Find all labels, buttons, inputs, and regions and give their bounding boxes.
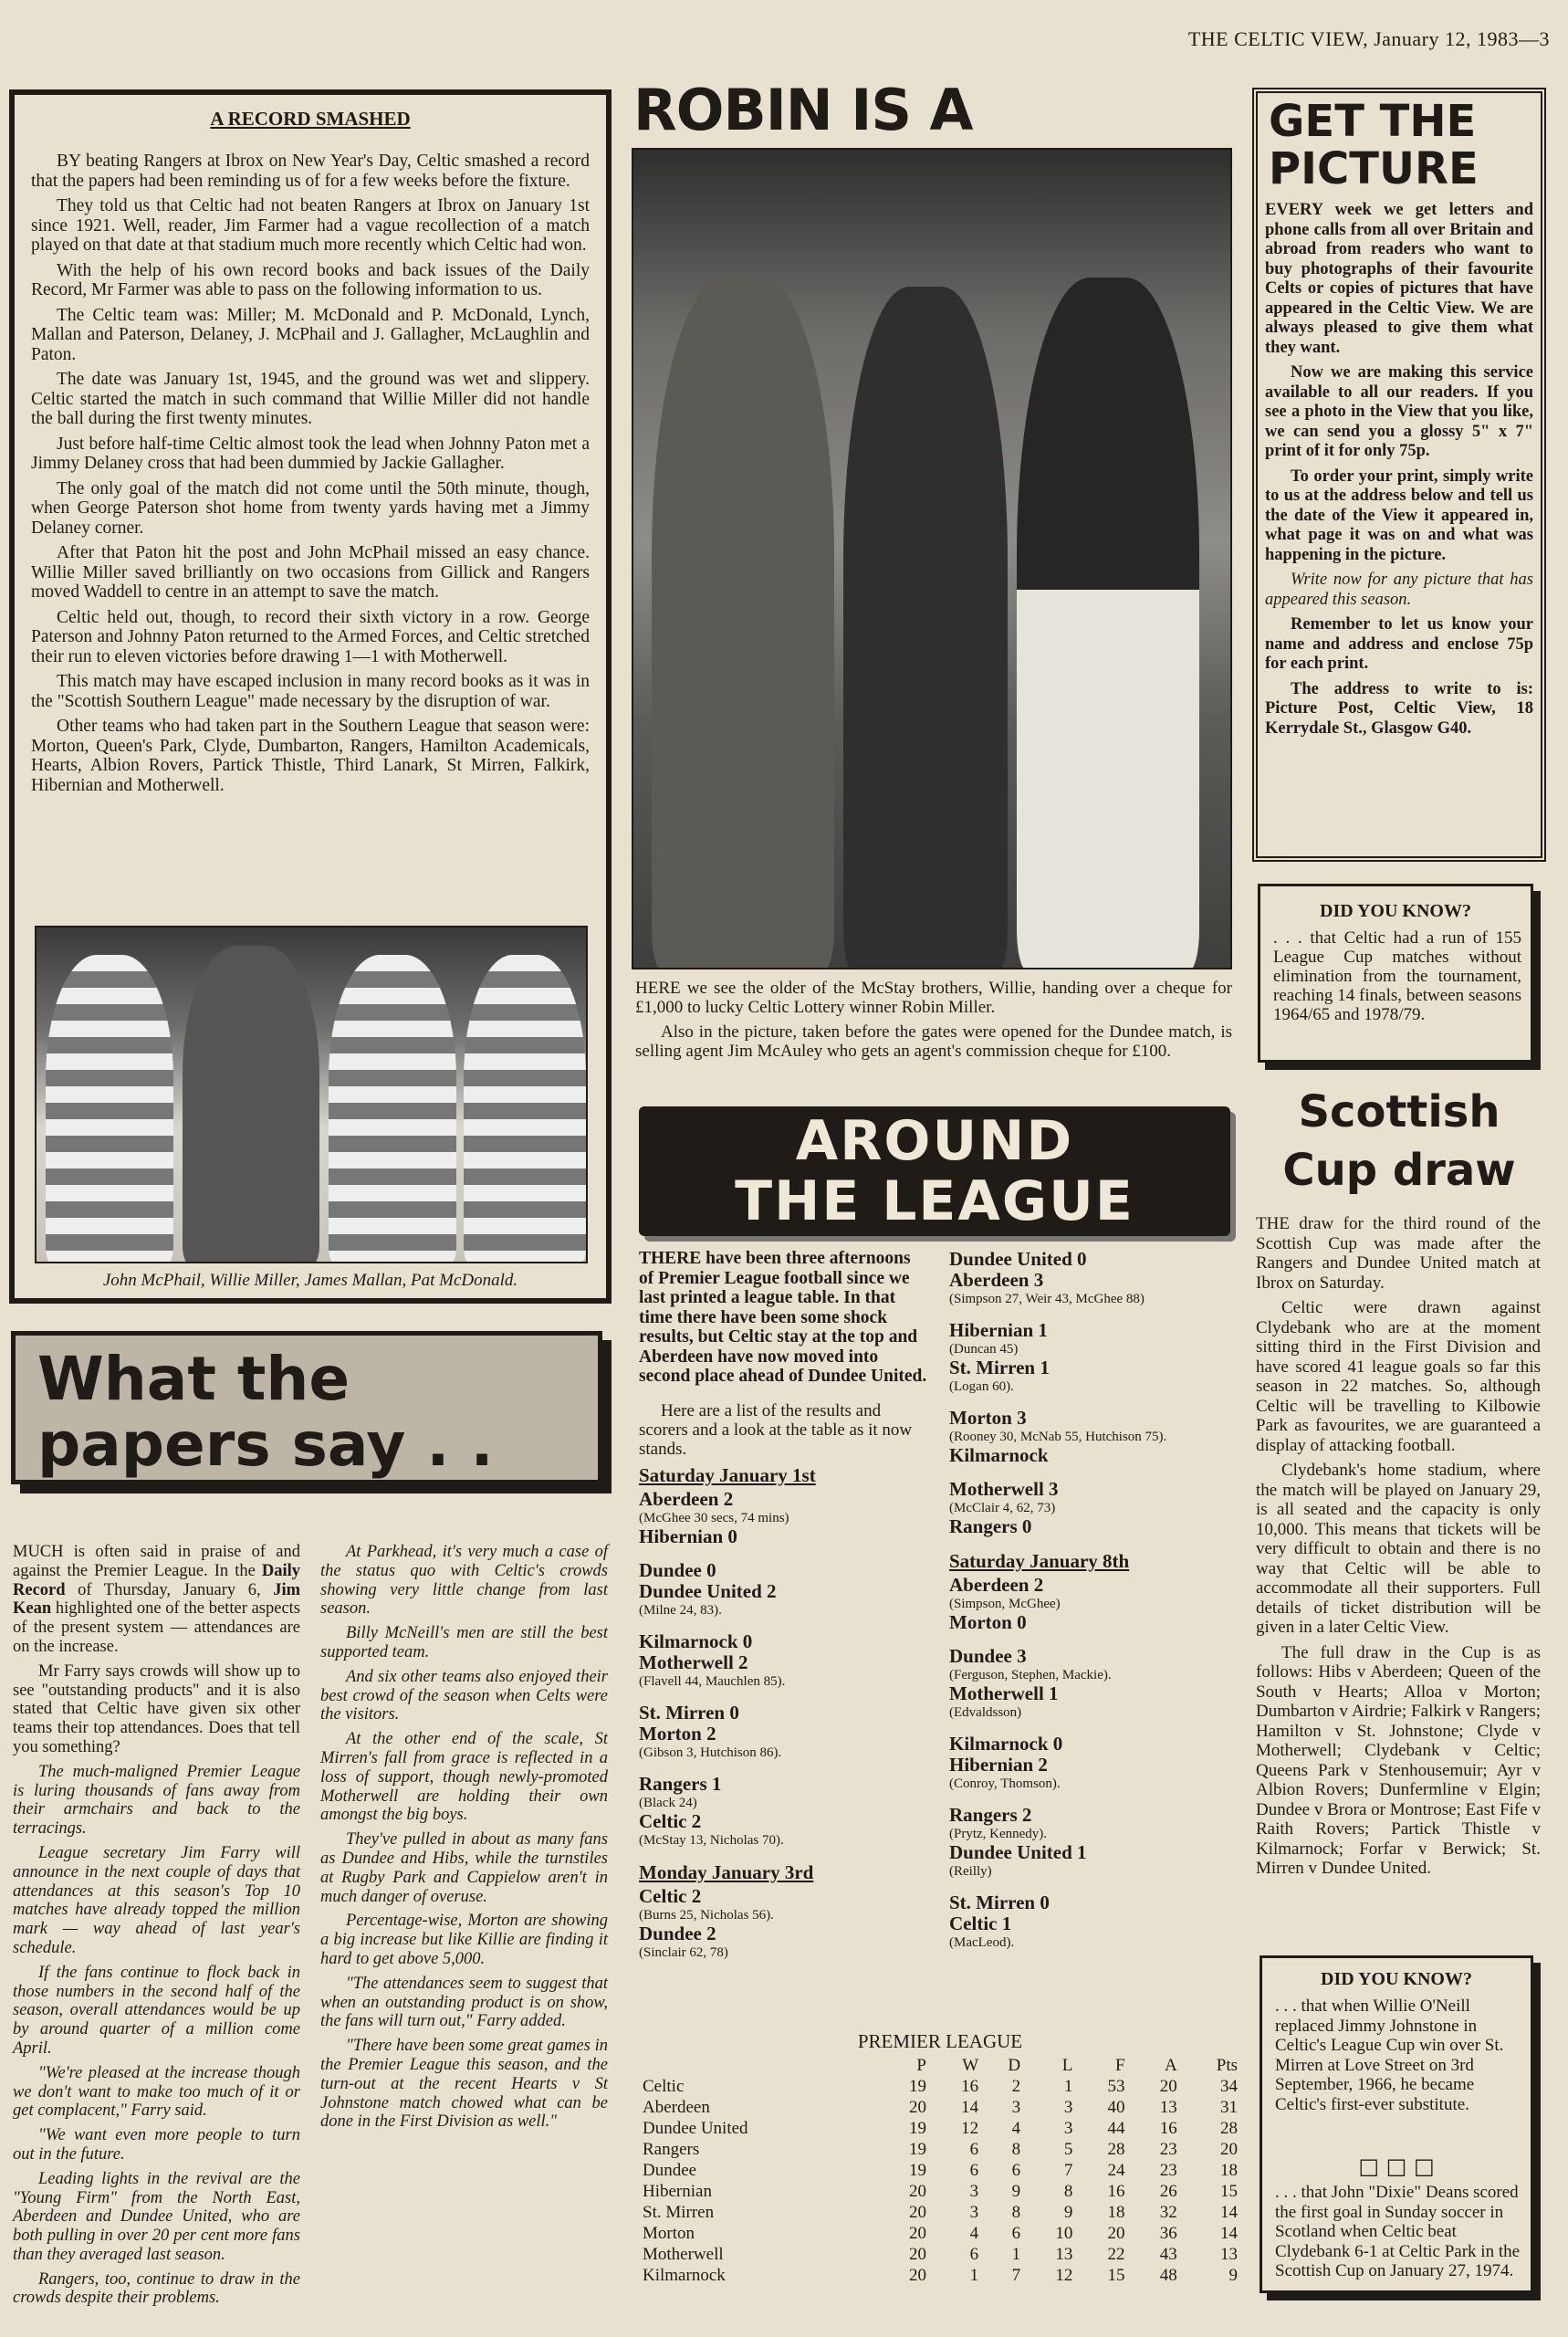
away-team-score: Hibernian 2 bbox=[949, 1754, 1048, 1776]
papers-quote: At Parkhead, it's very much a case of the status quo with Celtic's crowds showing very little change from last season. bbox=[320, 1543, 608, 1619]
match-result bbox=[949, 1408, 1238, 1466]
stat-cell: 16 bbox=[961, 2077, 979, 2096]
stat-cell: 16 bbox=[1107, 2182, 1125, 2201]
results-day-heading: Saturday January 8th bbox=[949, 1550, 1130, 1572]
record-article bbox=[9, 89, 612, 1304]
stat-cell: 20 bbox=[908, 2245, 926, 2264]
table-header-cell: A bbox=[1164, 2056, 1177, 2075]
picture-paragraph: EVERY week we get letters and phone calls from all over Britain and abroad from readers who want to buy photographs of their favourite Celts or copies of pictures that have appeared in the Celtic View. We are always pleased to give them what they want. bbox=[1265, 201, 1533, 357]
dyk2-text-1: . . . that when Willie O'Neill replaced Jimmy Johnstone in Celtic's League Cup win over St. Mirren at Love Street on 3rd September, 1966, he became Celtic's first-ever substitute. bbox=[1275, 1996, 1504, 2114]
papers-quote: League secretary Jim Farry will announce in the next couple of days that attendances at this season's Top 10 matches have already topped the million mark — way ahead of last year's schedule. bbox=[13, 1843, 300, 1957]
home-team-score: Hibernian 1 bbox=[949, 1319, 1048, 1341]
cup-headline-1: Scottish bbox=[1298, 1086, 1500, 1137]
stat-cell: 4 bbox=[969, 2224, 979, 2243]
papers-quote: "We're pleased at the increase though we don't want to make too much of it or get complacent," Farry said. bbox=[13, 2063, 300, 2121]
picture-paragraph: Now we are making this service available to all our readers. If you see a photo in the View that you like, we can send you a glossy 5" x 7" print of it for only 75p. bbox=[1265, 363, 1533, 460]
papers-quote: If the fans continue to flock back in those numbers in the second half of the season, overall attendances would be up by around quarter of a million come April. bbox=[13, 1963, 300, 2058]
home-team-score: Aberdeen 2 bbox=[949, 1574, 1044, 1596]
away-team-score: Morton 2 bbox=[639, 1722, 716, 1745]
papers-intro-kean: Jim Kean bbox=[13, 1580, 300, 1619]
table-header-cell: F bbox=[1114, 2056, 1125, 2075]
team-name-cell: St. Mirren bbox=[643, 2203, 715, 2222]
home-team-score: Dundee 0 bbox=[639, 1558, 716, 1581]
home-scorers: (Simpson, McGhee) bbox=[949, 1597, 1061, 1611]
league-col-2 bbox=[949, 1249, 1238, 1964]
away-scorers: (Flavell 44, Mauchlen 85). bbox=[639, 1673, 786, 1689]
stat-cell: 6 bbox=[969, 2245, 979, 2264]
record-paragraph: This match may have escaped inclusion in many record books as it was in the "Scottish Southern League" made necessary by the disruption of war. bbox=[31, 672, 590, 711]
players-photo bbox=[35, 926, 588, 1263]
home-team-score: Dundee United 0 bbox=[949, 1248, 1087, 1270]
papers-quote: "There have been some great games in the Premier League this season, and the turn-out at the recent Hearts v St Johnstone match chowed what can be done in the First Division as well." bbox=[320, 2037, 608, 2132]
stat-cell: 36 bbox=[1159, 2224, 1177, 2243]
picture-headline-1: GET THE bbox=[1269, 96, 1477, 147]
stat-cell: 20 bbox=[1107, 2224, 1125, 2243]
stat-cell: 32 bbox=[1159, 2203, 1177, 2222]
stat-cell: 28 bbox=[1220, 2119, 1238, 2138]
table-row bbox=[639, 2160, 1241, 2181]
robin-headline: ROBIN IS A bbox=[633, 77, 973, 143]
match-result bbox=[949, 1734, 1238, 1792]
papers-quote: They've pulled in about as many fans as Dundee and Hibs, while the turnstiles at Rugby Park and Cappielow aren't in much danger of overuse. bbox=[320, 1830, 608, 1906]
home-scorers: (Rooney 30, McNab 55, Hutchison 75). bbox=[949, 1430, 1167, 1444]
record-heading: A RECORD SMASHED bbox=[210, 108, 411, 130]
papers-intro-daily: Daily Record bbox=[13, 1561, 300, 1599]
league-banner bbox=[639, 1106, 1230, 1236]
team-name-cell: Dundee bbox=[643, 2161, 697, 2180]
table-row bbox=[639, 2265, 1241, 2286]
stat-cell: 19 bbox=[908, 2140, 926, 2159]
person-figure bbox=[843, 287, 1008, 969]
record-paragraph: Other teams who had taken part in the Southern League that season were: Morton, Queen's Park, Clyde, Dumbarton, Rangers, Hamilton Academicals, Hearts, Albion Rovers, Partick Thistle, Third Lanark, St Mirren, Falkirk, Hibernian and Motherwell. bbox=[31, 717, 590, 795]
match-result bbox=[639, 1703, 927, 1761]
away-team-score: Motherwell 2 bbox=[639, 1651, 748, 1673]
league-intro: Here are a list of the results and scorers and a look at the table as it now stands. bbox=[639, 1400, 913, 1459]
league-col-1 bbox=[639, 1249, 927, 1974]
stat-cell: 43 bbox=[1159, 2245, 1177, 2264]
stat-cell: 13 bbox=[1055, 2245, 1073, 2264]
papers-quote: Leading lights in the revival are the "Young Firm" from the North East, Aberdeen and Dundee United, who are both pulling in over 20 per cent more fans than they averaged last season. bbox=[13, 2169, 300, 2264]
stat-cell: 9 bbox=[1011, 2182, 1021, 2201]
results-day-heading: Monday January 3rd bbox=[639, 1860, 814, 1883]
stat-cell: 19 bbox=[908, 2119, 926, 2138]
robin-article bbox=[626, 77, 1236, 1094]
stat-cell: 20 bbox=[1220, 2140, 1238, 2159]
stat-cell: 1 bbox=[1011, 2245, 1021, 2264]
table-header-cell: L bbox=[1061, 2056, 1073, 2075]
home-scorers: (Duncan 45) bbox=[949, 1342, 1019, 1357]
home-team-score: Kilmarnock 0 bbox=[639, 1630, 753, 1652]
stat-cell: 26 bbox=[1159, 2182, 1177, 2201]
away-team-score: Dundee United 2 bbox=[639, 1579, 777, 1602]
picture-box bbox=[1252, 88, 1546, 862]
stat-cell: 6 bbox=[969, 2140, 979, 2159]
cup-headline-2: Cup draw bbox=[1282, 1145, 1516, 1196]
papers-quotes bbox=[13, 1543, 608, 2310]
stat-cell: 3 bbox=[969, 2182, 979, 2201]
table-row bbox=[639, 2139, 1241, 2160]
team-name-cell: Kilmarnock bbox=[643, 2266, 726, 2285]
stat-cell: 9 bbox=[1228, 2266, 1238, 2285]
stat-cell: 6 bbox=[969, 2161, 979, 2180]
stat-cell: 19 bbox=[908, 2161, 926, 2180]
papers-headline-2: papers say . . bbox=[37, 1410, 494, 1480]
record-paragraph: The date was January 1st, 1945, and the ground was wet and slippery. Celtic started the match in such command that Willie Miller did not handle the ball during the first twenty minutes. bbox=[31, 370, 590, 428]
league-table bbox=[639, 2055, 1241, 2286]
papers-quote: Percentage-wise, Morton are showing a big increase but like Killie are finding it hard to get above 5,000. bbox=[320, 1912, 608, 1968]
stat-cell: 7 bbox=[1011, 2266, 1021, 2285]
table-row bbox=[639, 2244, 1241, 2265]
stat-cell: 9 bbox=[1063, 2203, 1073, 2222]
team-name-cell: Motherwell bbox=[643, 2245, 724, 2264]
results-column-2 bbox=[949, 1249, 1238, 1951]
picture-paragraph: The address to write to is: Picture Post, Celtic View, 18 Kerrydale St., Glasgow G40. bbox=[1265, 679, 1533, 738]
stat-cell: 15 bbox=[1107, 2266, 1125, 2285]
league-headline-1: AROUND bbox=[795, 1109, 1074, 1173]
team-name-cell: Dundee United bbox=[643, 2119, 748, 2138]
did-you-know-1 bbox=[1258, 884, 1533, 1063]
stat-cell: 3 bbox=[1063, 2098, 1073, 2117]
home-team-score: Motherwell 3 bbox=[949, 1478, 1059, 1500]
home-team-score: Aberdeen 2 bbox=[639, 1487, 734, 1510]
team-name-cell: Hibernian bbox=[643, 2182, 712, 2201]
team-name-cell: Rangers bbox=[643, 2140, 700, 2159]
away-team-score: Celtic 2 bbox=[639, 1809, 702, 1832]
home-scorers: (Ferguson, Stephen, Mackie). bbox=[949, 1668, 1112, 1682]
stat-cell: 12 bbox=[961, 2119, 979, 2138]
player-figure bbox=[464, 955, 586, 1263]
papers-quote: "The attendances seem to suggest that when an outstanding product is on show, the fans will turn out," Farry added. bbox=[320, 1974, 608, 2031]
picture-paragraph: Write now for any picture that has appeared this season. bbox=[1265, 571, 1533, 609]
match-result bbox=[639, 1631, 927, 1690]
table-header-cell: W bbox=[962, 2056, 979, 2075]
dyk2-heading: DID YOU KNOW? bbox=[1321, 1969, 1472, 1989]
stat-cell: 44 bbox=[1107, 2119, 1125, 2138]
running-head: THE CELTIC VIEW, January 12, 1983—3 bbox=[1187, 27, 1550, 50]
papers-intro-post: highlighted one of the better aspects of the present system — attendances are on the increase. bbox=[13, 1599, 300, 1656]
away-team-score: Motherwell 1 bbox=[949, 1682, 1059, 1704]
home-scorers: (McGhee 30 secs, 74 mins) bbox=[639, 1510, 789, 1525]
team-name-cell: Celtic bbox=[643, 2077, 685, 2096]
player-figure bbox=[329, 955, 456, 1263]
picture-body bbox=[1265, 201, 1533, 744]
record-body bbox=[31, 152, 590, 801]
cup-paragraph: Clydebank's home stadium, where the match will be played on January 29, is all seated and the capacity is only 10,000. This means that tickets will be very difficult to obtain and there is no way that Celtic will be able to accommodate all their supporters. Full details of ticket distribution will be given in a later Celtic View. bbox=[1256, 1461, 1541, 1637]
away-team-score: Aberdeen 3 bbox=[949, 1269, 1044, 1291]
home-scorers: (McClair 4, 62, 73) bbox=[949, 1501, 1056, 1515]
match-result bbox=[949, 1249, 1238, 1307]
record-paragraph: After that Paton hit the post and John McPhail missed an easy chance. Willie Miller saved brilliantly on two occasions from Gillick and Rangers moved Waddell to centre in an attempt to save the match. bbox=[31, 543, 590, 602]
papers-quote: "We want even more people to turn out in the future. bbox=[13, 2126, 300, 2164]
home-team-score: Kilmarnock 0 bbox=[949, 1733, 1063, 1755]
league-intro-bold: THERE have been three afternoons of Premier League football since we last printed a league table. In that time there have been some shock results, but Celtic stay at the top and Aberdeen have now moved into second place ahead of Dundee United. bbox=[639, 1249, 927, 1386]
home-team-score: St. Mirren 0 bbox=[949, 1892, 1050, 1913]
match-result bbox=[949, 1646, 1238, 1721]
robin-caption-2: Also in the picture, taken before the gates were opened for the Dundee match, is selling agent Jim McAuley who gets an agent's commission cheque for £100. bbox=[635, 1022, 1232, 1061]
stat-cell: 19 bbox=[908, 2077, 926, 2096]
papers-quote: And six other teams also enjoyed their best crowd of the season when Celts were the visitors. bbox=[320, 1667, 608, 1724]
stat-cell: 8 bbox=[1063, 2182, 1073, 2201]
table-header-cell: P bbox=[916, 2056, 926, 2075]
stat-cell: 8 bbox=[1011, 2140, 1021, 2159]
stat-cell: 7 bbox=[1063, 2161, 1073, 2180]
stat-cell: 3 bbox=[1063, 2119, 1073, 2138]
stat-cell: 40 bbox=[1107, 2098, 1125, 2117]
picture-paragraph: To order your print, simply write to us at the address below and tell us the date of the View it appeared in, what page it was on and what was happening in the picture. bbox=[1265, 466, 1533, 564]
away-team-score: Rangers 0 bbox=[949, 1515, 1032, 1537]
papers-headline-1: What the bbox=[37, 1344, 350, 1414]
person-figure bbox=[1017, 278, 1199, 969]
papers-quote: At the other end of the scale, St Mirren's fall from grace is reflected in a loss of support, though newly-promoted Motherwell are holding their own amongst the big boys. bbox=[320, 1730, 608, 1825]
league-headline-2: THE LEAGUE bbox=[735, 1169, 1134, 1233]
stat-cell: 48 bbox=[1159, 2266, 1177, 2285]
stat-cell: 12 bbox=[1055, 2266, 1073, 2285]
table-row bbox=[639, 2223, 1241, 2244]
away-scorers: (Sinclair 62, 78) bbox=[639, 1944, 728, 1960]
stat-cell: 14 bbox=[1220, 2203, 1238, 2222]
away-team-score: St. Mirren 1 bbox=[949, 1357, 1050, 1378]
away-team-score: Dundee 2 bbox=[639, 1922, 716, 1944]
stat-cell: 24 bbox=[1107, 2161, 1125, 2180]
robin-caption-1: HERE we see the older of the McStay brothers, Willie, handing over a cheque for £1,000 to lucky Celtic Lottery winner Robin Miller. bbox=[635, 979, 1232, 1017]
stat-cell: 8 bbox=[1011, 2203, 1021, 2222]
away-team-score: Celtic 1 bbox=[949, 1913, 1012, 1934]
stat-cell: 14 bbox=[1220, 2224, 1238, 2243]
picture-paragraph: Remember to let us know your name and address and enclose 75p for each print. bbox=[1265, 615, 1533, 673]
did-you-know-2 bbox=[1260, 1955, 1533, 2293]
stat-cell: 6 bbox=[1011, 2161, 1021, 2180]
papers-quote: Rangers, too, continue to draw in the crowds despite their problems. bbox=[13, 2269, 300, 2308]
team-name-cell: Aberdeen bbox=[643, 2098, 710, 2117]
home-team-score: Celtic 2 bbox=[639, 1884, 702, 1907]
table-header-cell: D bbox=[1008, 2056, 1021, 2075]
record-paragraph: They told us that Celtic had not beaten Rangers at Ibrox on January 1st since 1921. Well, reader, Jim Farmer had a vague recollection of a match played on that date at that stadium much more recently which Celtic had won. bbox=[31, 196, 590, 255]
stat-cell: 18 bbox=[1220, 2161, 1238, 2180]
papers-quote: Billy McNeill's men are still the best supported team. bbox=[320, 1624, 608, 1661]
table-row bbox=[639, 2076, 1241, 2097]
robin-caption bbox=[635, 979, 1232, 1066]
away-scorers: (Conroy, Thomson). bbox=[949, 1776, 1061, 1791]
away-scorers: (Milne 24, 83). bbox=[639, 1602, 722, 1618]
cup-paragraph: The full draw in the Cup is as follows: Hibs v Aberdeen; Queen of the South v Hearts; Alloa v Morton; Dumbarton v Airdrie; Falkirk v Rangers; Hamilton v St. Johnstone; Clyde v Motherwell; Clydebank v Celtic; Queens Park v Stenhousemuir; Ayr v Albion Rovers; Dunfermline v Elgin; Dundee v Brora or Montrose; East Fife v Raith Rovers; Partick Thistle v Kilmarnock; Forfar v Berwick; St. Mirren v Dundee United. bbox=[1256, 1642, 1541, 1878]
away-scorers: (Simpson 27, Weir 43, McGhee 88) bbox=[949, 1292, 1145, 1306]
stat-cell: 2 bbox=[1011, 2077, 1021, 2096]
papers-banner bbox=[11, 1331, 602, 1484]
picture-headline-2: PICTURE bbox=[1269, 143, 1479, 194]
stat-cell: 5 bbox=[1063, 2140, 1073, 2159]
match-result bbox=[639, 1886, 927, 1961]
player-figure bbox=[183, 946, 319, 1263]
player-figure bbox=[46, 955, 173, 1263]
stat-cell: 22 bbox=[1107, 2245, 1125, 2264]
match-result bbox=[949, 1479, 1238, 1537]
cup-paragraph: Celtic were drawn against Clydebank who are at the moment sitting third in the First Division and have scored 41 league goals so far this season in 22 matches. So, although Celtic will be travelling to Kilbowie Park as favourites, we are guaranteed a display of attacking football. bbox=[1256, 1298, 1541, 1455]
table-row bbox=[639, 2097, 1241, 2118]
stat-cell: 20 bbox=[908, 2203, 926, 2222]
home-team-score: St. Mirren 0 bbox=[639, 1701, 739, 1724]
home-scorers: (Burns 25, Nicholas 56). bbox=[639, 1907, 774, 1923]
stat-cell: 34 bbox=[1220, 2077, 1238, 2096]
stat-cell: 10 bbox=[1055, 2224, 1073, 2243]
results-column-1 bbox=[639, 1464, 927, 1961]
record-paragraph: BY beating Rangers at Ibrox on New Year's Day, Celtic smashed a record that the papers had been reminding us of for a few weeks before the fixture. bbox=[31, 152, 590, 191]
away-scorers: (Edvaldsson) bbox=[949, 1705, 1022, 1720]
table-header-cell bbox=[639, 2055, 878, 2076]
papers-quote: The much-maligned Premier League is luring thousands of fans away from their armchairs and back to the terracings. bbox=[13, 1762, 300, 1839]
stat-cell: 18 bbox=[1107, 2203, 1125, 2222]
match-result bbox=[949, 1805, 1238, 1880]
stat-cell: 53 bbox=[1107, 2077, 1125, 2096]
players-caption: John McPhail, Willie Miller, James Mallan, Pat McDonald. bbox=[102, 1271, 518, 1290]
home-team-score: Rangers 1 bbox=[639, 1772, 722, 1795]
dyk2-text-2: . . . that John "Dixie" Deans scored the first goal in Sunday soccer in Scotland when Celtic beat Clydebank 6-1 at Celtic Park in the Scottish Cup on January 27, 1974. bbox=[1275, 2183, 1521, 2280]
stat-cell: 23 bbox=[1159, 2161, 1177, 2180]
cup-body bbox=[1256, 1214, 1541, 1884]
dyk1-text: . . . that Celtic had a run of 155 League Cup matches without elimination from the tournament, reaching 14 finals, between seasons 1964/65 and 1978/79. bbox=[1273, 928, 1521, 1024]
league-table-block bbox=[639, 2030, 1241, 2286]
away-team-score: Kilmarnock bbox=[949, 1444, 1049, 1466]
team-name-cell: Morton bbox=[643, 2224, 695, 2243]
table-row bbox=[639, 2202, 1241, 2223]
stat-cell: 20 bbox=[908, 2098, 926, 2117]
papers-body bbox=[13, 1543, 608, 2310]
stat-cell: 20 bbox=[908, 2224, 926, 2243]
stat-cell: 4 bbox=[1011, 2119, 1021, 2138]
stat-cell: 16 bbox=[1159, 2119, 1177, 2138]
stat-cell: 13 bbox=[1159, 2098, 1177, 2117]
match-result bbox=[639, 1560, 927, 1619]
stat-cell: 20 bbox=[1159, 2077, 1177, 2096]
home-team-score: Rangers 2 bbox=[949, 1804, 1032, 1826]
match-result bbox=[949, 1320, 1238, 1395]
record-paragraph: The Celtic team was: Miller; M. McDonald and P. McDonald, Lynch, Mallan and Paterson, Delaney, J. McPhail and J. Gallagher, McLaughlin and Paton. bbox=[31, 305, 590, 364]
away-scorers: (Reilly) bbox=[949, 1864, 992, 1879]
match-result bbox=[949, 1892, 1238, 1951]
league-table-title: PREMIER LEAGUE bbox=[857, 2030, 1023, 2052]
record-paragraph: The only goal of the match did not come until the 50th minute, though, when George Paterson shot home from twenty yards having met a Jimmy Delaney corner. bbox=[31, 478, 590, 538]
stat-cell: 1 bbox=[969, 2266, 979, 2285]
away-team-score: Dundee United 1 bbox=[949, 1841, 1087, 1863]
table-row bbox=[639, 2118, 1241, 2139]
match-result bbox=[949, 1575, 1238, 1633]
dyk2-squares: □ □ □ bbox=[1358, 2154, 1435, 2179]
papers-intro bbox=[13, 1543, 300, 1657]
papers-intro-pre: MUCH is often said in praise of and against the Premier League. In the bbox=[13, 1543, 300, 1580]
person-figure bbox=[652, 278, 834, 969]
papers-paragraph: Mr Farry says crowds will show up to see "outstanding products" and it is also stated that Celtic have given six other teams their top attendances. Does that tell you something? bbox=[13, 1661, 300, 1756]
home-scorers: (Black 24) bbox=[639, 1795, 697, 1810]
stat-cell: 28 bbox=[1107, 2140, 1125, 2159]
lottery-photo bbox=[632, 148, 1232, 969]
away-team-score: Hibernian 0 bbox=[639, 1525, 737, 1547]
away-team-score: Morton 0 bbox=[949, 1611, 1027, 1633]
stat-cell: 31 bbox=[1220, 2098, 1238, 2117]
stat-cell: 23 bbox=[1159, 2140, 1177, 2159]
cup-paragraph: THE draw for the third round of the Scottish Cup was made after the Rangers and Dundee United match at Ibrox on Saturday. bbox=[1256, 1214, 1541, 1293]
home-team-score: Morton 3 bbox=[949, 1407, 1027, 1429]
match-result bbox=[639, 1489, 927, 1547]
results-day-heading: Saturday January 1st bbox=[639, 1463, 816, 1486]
table-row bbox=[639, 2181, 1241, 2202]
record-paragraph: Celtic held out, though, to record their sixth victory in a row. George Paterson and Johnny Paton returned to the Armed Forces, and Celtic stretched their run to eleven victories before drawing 1—1 with Motherwell. bbox=[31, 607, 590, 666]
stat-cell: 20 bbox=[908, 2266, 926, 2285]
record-paragraph: With the help of his own record books and back issues of the Daily Record, Mr Farmer was able to pass on the following information to us. bbox=[31, 260, 590, 299]
record-paragraph: Just before half-time Celtic almost took the lead when Johnny Paton met a Jimmy Delaney cross that had been dummied by Jackie Gallagher. bbox=[31, 434, 590, 473]
stat-cell: 14 bbox=[961, 2098, 979, 2117]
home-scorers: (Prytz, Kennedy). bbox=[949, 1827, 1048, 1841]
away-scorers: (MacLeod). bbox=[949, 1935, 1015, 1950]
away-scorers: (McStay 13, Nicholas 70). bbox=[639, 1832, 784, 1848]
table-header-cell: Pts bbox=[1216, 2056, 1238, 2075]
papers-intro-mid: of Thursday, January 6, bbox=[65, 1580, 274, 1599]
stat-cell: 20 bbox=[908, 2182, 926, 2201]
dyk1-heading: DID YOU KNOW? bbox=[1320, 901, 1471, 921]
home-team-score: Dundee 3 bbox=[949, 1645, 1027, 1667]
away-scorers: (Gibson 3, Hutchison 86). bbox=[639, 1745, 782, 1760]
stat-cell: 3 bbox=[1011, 2098, 1021, 2117]
stat-cell: 15 bbox=[1220, 2182, 1238, 2201]
stat-cell: 1 bbox=[1063, 2077, 1073, 2096]
match-result bbox=[639, 1774, 927, 1849]
stat-cell: 3 bbox=[969, 2203, 979, 2222]
stat-cell: 13 bbox=[1220, 2245, 1238, 2264]
away-scorers: (Logan 60). bbox=[949, 1379, 1014, 1394]
stat-cell: 6 bbox=[1011, 2224, 1021, 2243]
